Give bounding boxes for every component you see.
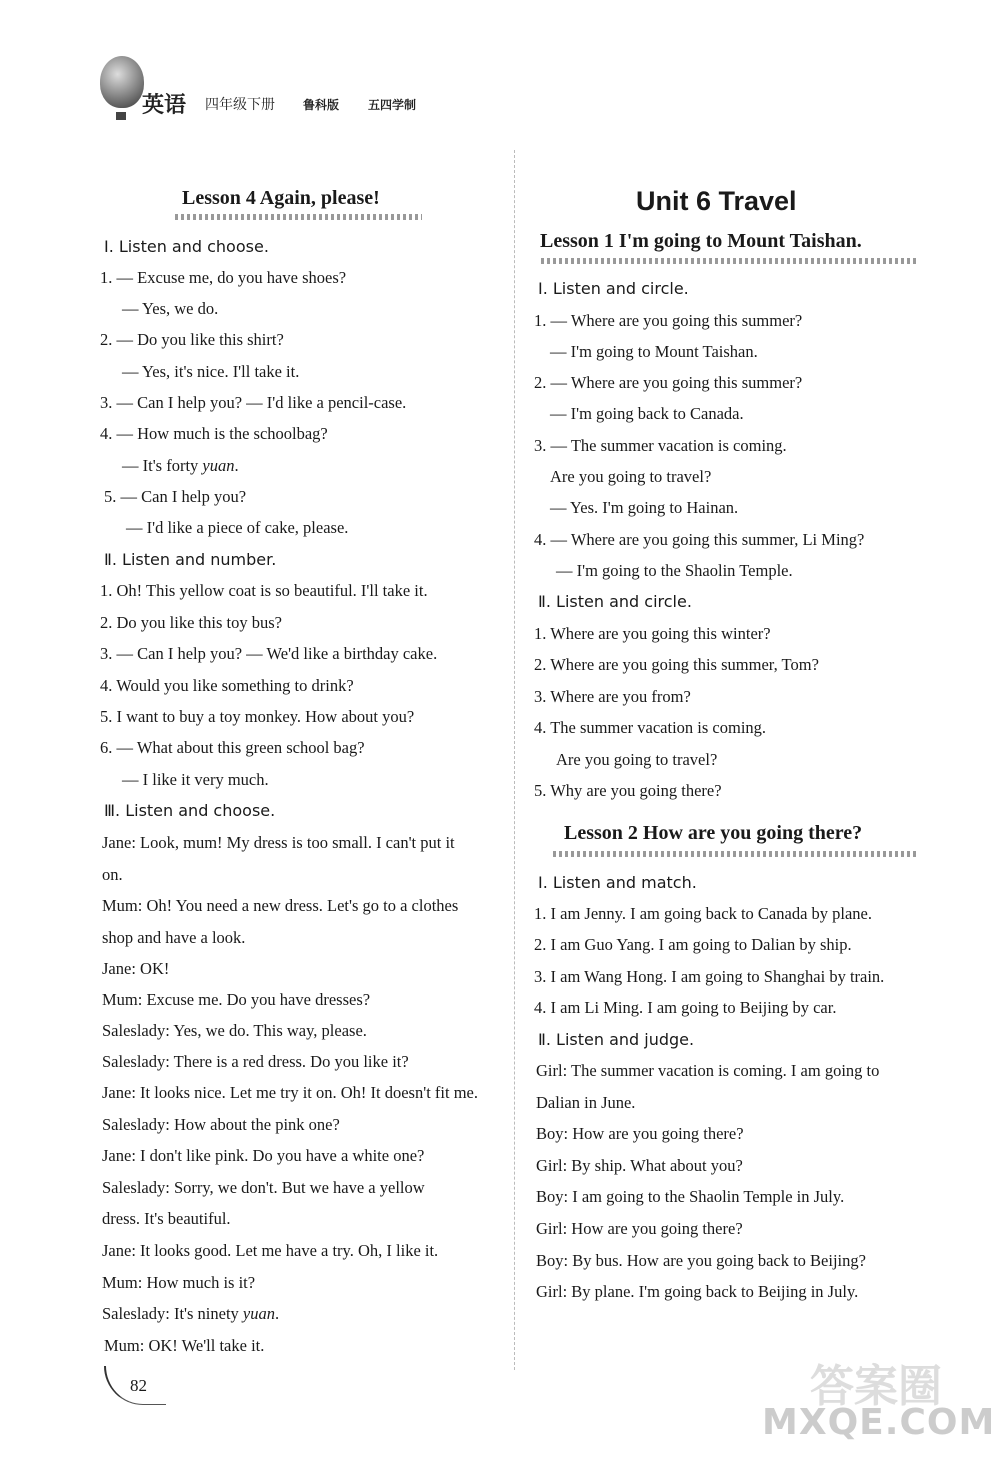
text-line: — Yes, we do. (122, 299, 219, 318)
section-heading: Ⅲ. Listen and choose. (104, 801, 276, 820)
title-underline (550, 851, 918, 857)
title-underline (538, 258, 918, 264)
text-line: 1. Oh! This yellow coat is so beautiful. I'll take it. (100, 581, 428, 600)
text-line: 1. — Where are you going this summer? (534, 311, 803, 330)
text-line: 2. Do you like this toy bus? (100, 613, 282, 632)
currency-word: yuan (202, 456, 235, 475)
text-line: 1. — Excuse me, do you have shoes? (100, 268, 347, 287)
text-line: — Yes, it's nice. I'll take it. (122, 362, 300, 381)
watermark-url: MXQE.COM (762, 1402, 996, 1443)
section-heading: Ⅰ. Listen and choose. (104, 237, 269, 256)
text-line: Boy: How are you going there? (536, 1124, 744, 1143)
system-label: 五四学制 (368, 98, 417, 112)
balloon-basket-icon (116, 112, 126, 120)
section-heading: Ⅱ. Listen and number. (104, 550, 277, 569)
text-line: 4. I am Li Ming. I am going to Beijing by car. (534, 998, 837, 1017)
grade-label: 四年级下册 (205, 97, 275, 113)
text-line: 3. Where are you from? (534, 687, 691, 706)
text-line: Saleslady: Sorry, we don't. But we have a yellow (102, 1178, 425, 1197)
text-line: Are you going to travel? (556, 750, 718, 769)
text-line: 4. The summer vacation is coming. (534, 718, 767, 737)
text-line: 2. — Where are you going this summer? (534, 373, 803, 392)
text-line: Girl: The summer vacation is coming. I am going to (536, 1061, 880, 1080)
text-line: 3. — Can I help you? — I'd like a pencil-case. (100, 393, 407, 412)
watermark-logo: 答案圈 (810, 1361, 942, 1412)
lesson-2-title: Lesson 2 How are you going there? (564, 822, 863, 844)
text-line: 1. I am Jenny. I am going back to Canada by plane. (534, 904, 873, 923)
unit-title: Unit 6 Travel (636, 186, 797, 216)
text-line: 4. — How much is the schoolbag? (100, 424, 328, 443)
page-number: 82 (130, 1376, 147, 1395)
section-heading: Ⅱ. Listen and judge. (538, 1030, 695, 1049)
text-line: Mum: How much is it? (102, 1273, 256, 1292)
text-line: Boy: I am going to the Shaolin Temple in July. (536, 1187, 845, 1206)
text-line: Jane: OK! (102, 959, 170, 978)
text-line: Girl: How are you going there? (536, 1219, 743, 1238)
text-line: Dalian in June. (536, 1093, 636, 1112)
text-line: Saleslady: It's ninety yuan. (102, 1304, 280, 1323)
text-line: 2. Where are you going this summer, Tom? (534, 655, 819, 674)
text-line: 4. — Where are you going this summer, Li Ming? (534, 530, 865, 549)
text-line: — Yes. I'm going to Hainan. (550, 498, 739, 517)
text-line: Jane: It looks nice. Let me try it on. Oh! It doesn't fit me. (102, 1083, 478, 1102)
text-line: Boy: By bus. How are you going back to Beijing? (536, 1251, 866, 1270)
text-line: 4. Would you like something to drink? (100, 676, 354, 695)
lesson-4-title: Lesson 4 Again, please! (182, 187, 380, 209)
text-line: — I'm going to Mount Taishan. (550, 342, 758, 361)
text-line: shop and have a look. (102, 928, 246, 947)
text-line: — It's forty yuan. (122, 456, 239, 475)
text-line: 3. — Can I help you? — We'd like a birthday cake. (100, 644, 438, 663)
text-line: 5. — Can I help you? (104, 487, 247, 506)
text-line: 2. — Do you like this shirt? (100, 330, 284, 349)
page-header (92, 52, 452, 132)
text-line: 3. — The summer vacation is coming. (534, 436, 787, 455)
text-line: Mum: OK! We'll take it. (104, 1336, 265, 1355)
subject-title: 英语 (142, 93, 187, 118)
text-line: Saleslady: Yes, we do. This way, please. (102, 1021, 367, 1040)
currency-word: yuan (242, 1304, 275, 1323)
text-line: 5. Why are you going there? (534, 781, 722, 800)
text-line: Mum: Oh! You need a new dress. Let's go to a clothes (102, 896, 459, 915)
section-heading: Ⅱ. Listen and circle. (538, 592, 692, 611)
text-line: 2. I am Guo Yang. I am going to Dalian by ship. (534, 935, 852, 954)
text-line: 3. I am Wang Hong. I am going to Shanghai by train. (534, 967, 885, 986)
text-line: — I'm going to the Shaolin Temple. (556, 561, 793, 580)
title-underline (172, 214, 422, 220)
lesson-1-title: Lesson 1 I'm going to Mount Taishan. (540, 230, 862, 252)
text-line: Mum: Excuse me. Do you have dresses? (102, 990, 371, 1009)
section-heading: Ⅰ. Listen and match. (538, 873, 697, 892)
text-line: Jane: It looks good. Let me have a try. Oh, I like it. (102, 1241, 439, 1260)
text-line: Saleslady: How about the pink one? (102, 1115, 340, 1134)
edition-label: 鲁科版 (303, 98, 340, 112)
text-line: — I like it very much. (122, 770, 269, 789)
text-line: — I'd like a piece of cake, please. (126, 518, 349, 537)
text-line: on. (102, 865, 123, 884)
balloon-icon (100, 56, 144, 108)
text-line: — I'm going back to Canada. (550, 404, 744, 423)
text-line: Jane: Look, mum! My dress is too small. I can't put it (102, 833, 455, 852)
text-line: Saleslady: There is a red dress. Do you like it? (102, 1052, 409, 1071)
text-line: Girl: By plane. I'm going back to Beijing in July. (536, 1282, 859, 1301)
column-divider (514, 150, 515, 1370)
text-line: Jane: I don't like pink. Do you have a white one? (102, 1146, 425, 1165)
text-line: 6. — What about this green school bag? (100, 738, 365, 757)
text-line: 5. I want to buy a toy monkey. How about you? (100, 707, 415, 726)
text-line: 1. Where are you going this winter? (534, 624, 771, 643)
text-line: Girl: By ship. What about you? (536, 1156, 743, 1175)
text-line: dress. It's beautiful. (102, 1209, 231, 1228)
section-heading: Ⅰ. Listen and circle. (538, 279, 689, 298)
text-line: Are you going to travel? (550, 467, 712, 486)
